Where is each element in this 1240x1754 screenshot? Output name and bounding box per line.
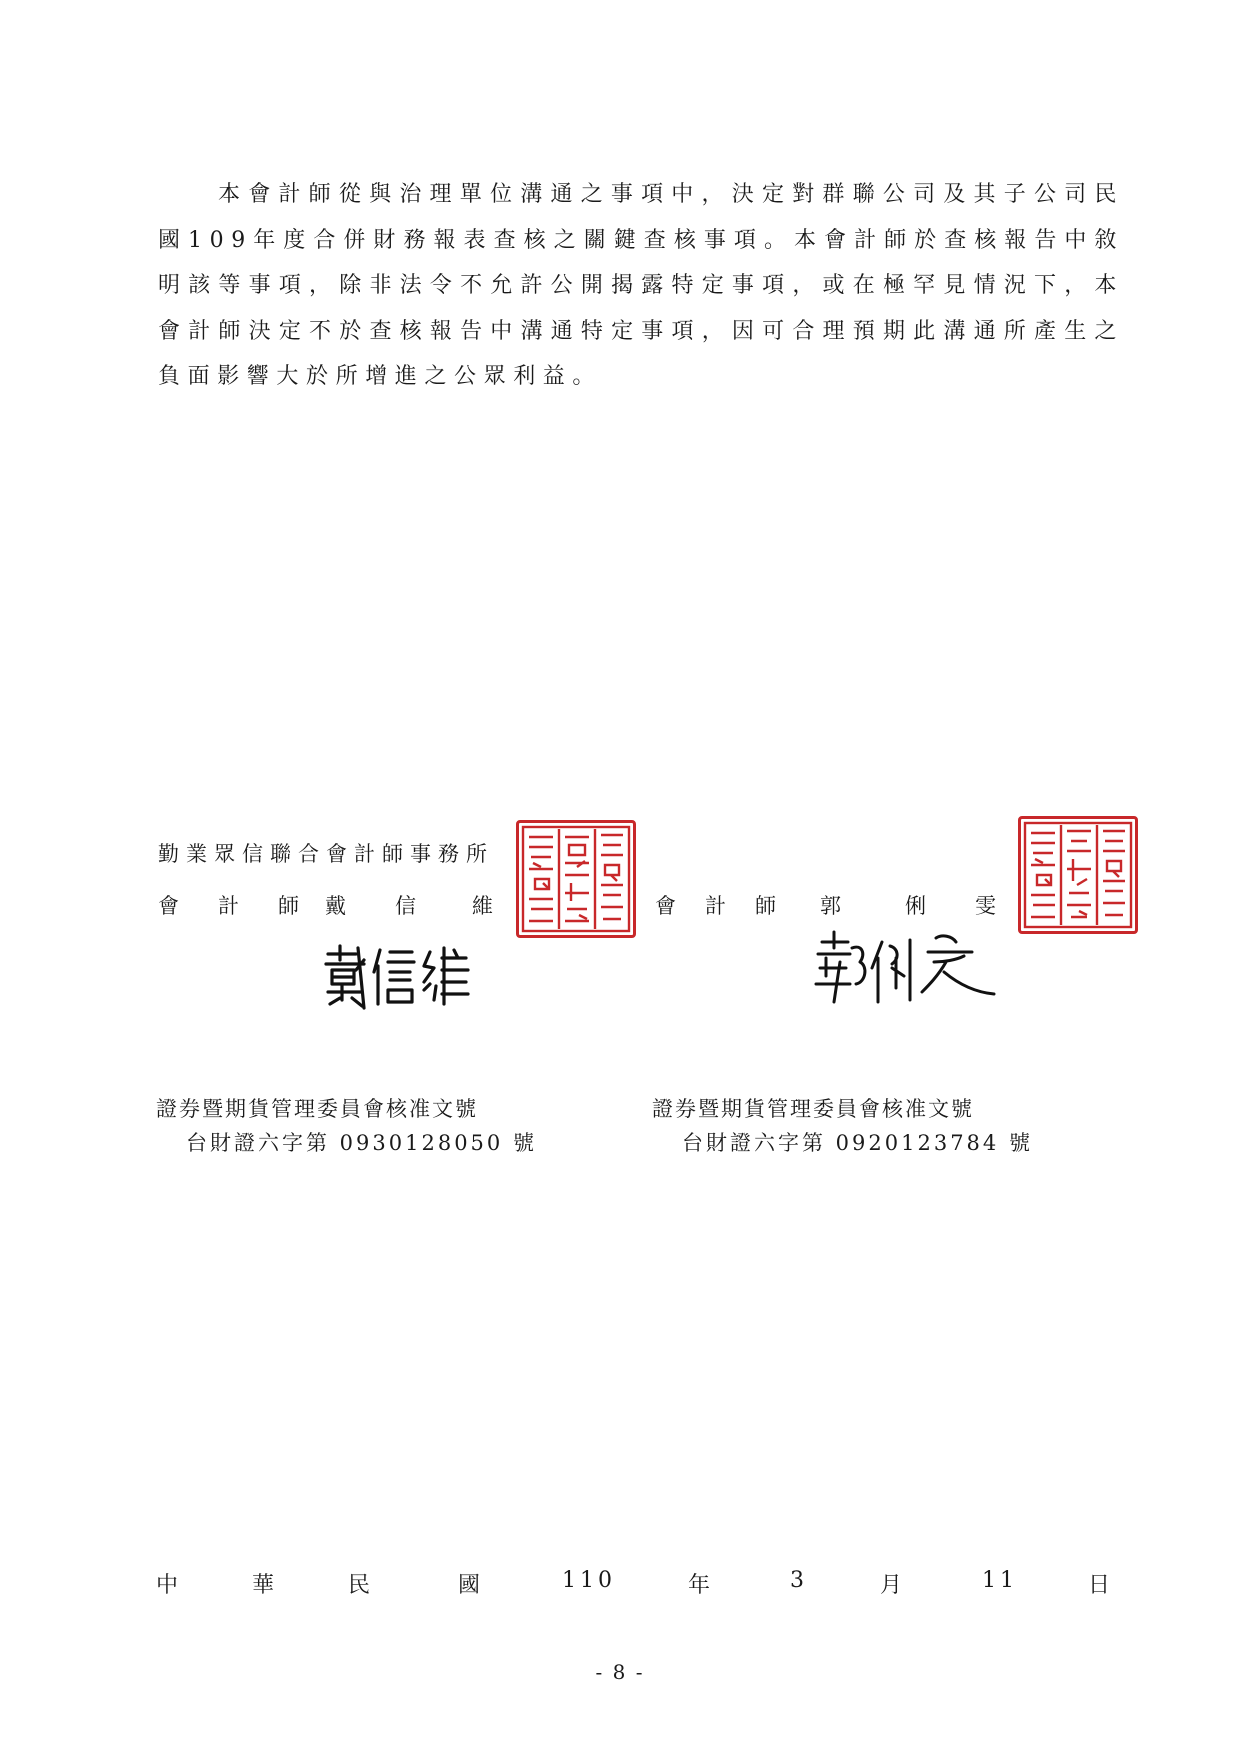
date-day: 11 (982, 1568, 1018, 1593)
right-title-2: 計 (705, 894, 726, 918)
date-part: 華 (252, 1573, 275, 1598)
date-month: 3 (790, 1568, 804, 1593)
date-part: 月 (880, 1573, 903, 1598)
seal-pattern-icon (519, 823, 633, 935)
seal-pattern-icon (1021, 819, 1135, 931)
right-cpa-seal (1018, 816, 1138, 934)
right-name-1: 郭 (820, 894, 841, 918)
left-name-1: 戴 (325, 894, 346, 918)
left-title-3: 師 (278, 894, 299, 918)
date-part: 民 (348, 1573, 371, 1598)
left-handwritten-signature (318, 940, 488, 1010)
page-number: - 8 - (595, 1660, 645, 1684)
left-approval-number: 台財證六字第 0930128050 號 (186, 1131, 537, 1155)
right-name-2: 俐 (905, 894, 926, 918)
body-paragraph: 本會計師從與治理單位溝通之事項中，決定對群聯公司及其子公司民國109年度合併財務報表查核之關鍵查核事項。本會計師於查核報告中敘明該等事項，除非法令不允許公開揭露特定事項，或在極罕見情況下，本會計師決定不於查核報告中溝通特定事項，因可合理預期此溝通所產生之負面影響大於所增進之公眾利益。 (158, 182, 1124, 389)
left-title-2: 計 (218, 894, 239, 918)
right-handwritten-signature (808, 928, 1008, 1008)
right-approval-number: 台財證六字第 0920123784 號 (682, 1131, 1033, 1155)
firm-name: 勤業眾信聯合會計師事務所 (158, 842, 494, 866)
left-approval-block (156, 1092, 537, 1160)
left-name-2: 信 (395, 894, 416, 918)
date-year: 110 (562, 1568, 616, 1593)
right-approval-authority: 證券暨期貨管理委員會核准文號 (652, 1097, 974, 1121)
date-part: 年 (688, 1573, 711, 1598)
right-title-3: 師 (755, 894, 776, 918)
left-cpa-seal (516, 820, 636, 938)
date-part: 國 (458, 1573, 481, 1598)
right-title-1: 會 (655, 894, 676, 918)
left-approval-authority: 證券暨期貨管理委員會核准文號 (156, 1097, 478, 1121)
date-part: 中 (156, 1573, 179, 1598)
right-approval-block (652, 1092, 1033, 1160)
right-name-3: 雯 (975, 894, 996, 918)
left-name-3: 維 (472, 894, 493, 918)
date-part: 日 (1088, 1573, 1111, 1598)
left-title-1: 會 (158, 894, 179, 918)
